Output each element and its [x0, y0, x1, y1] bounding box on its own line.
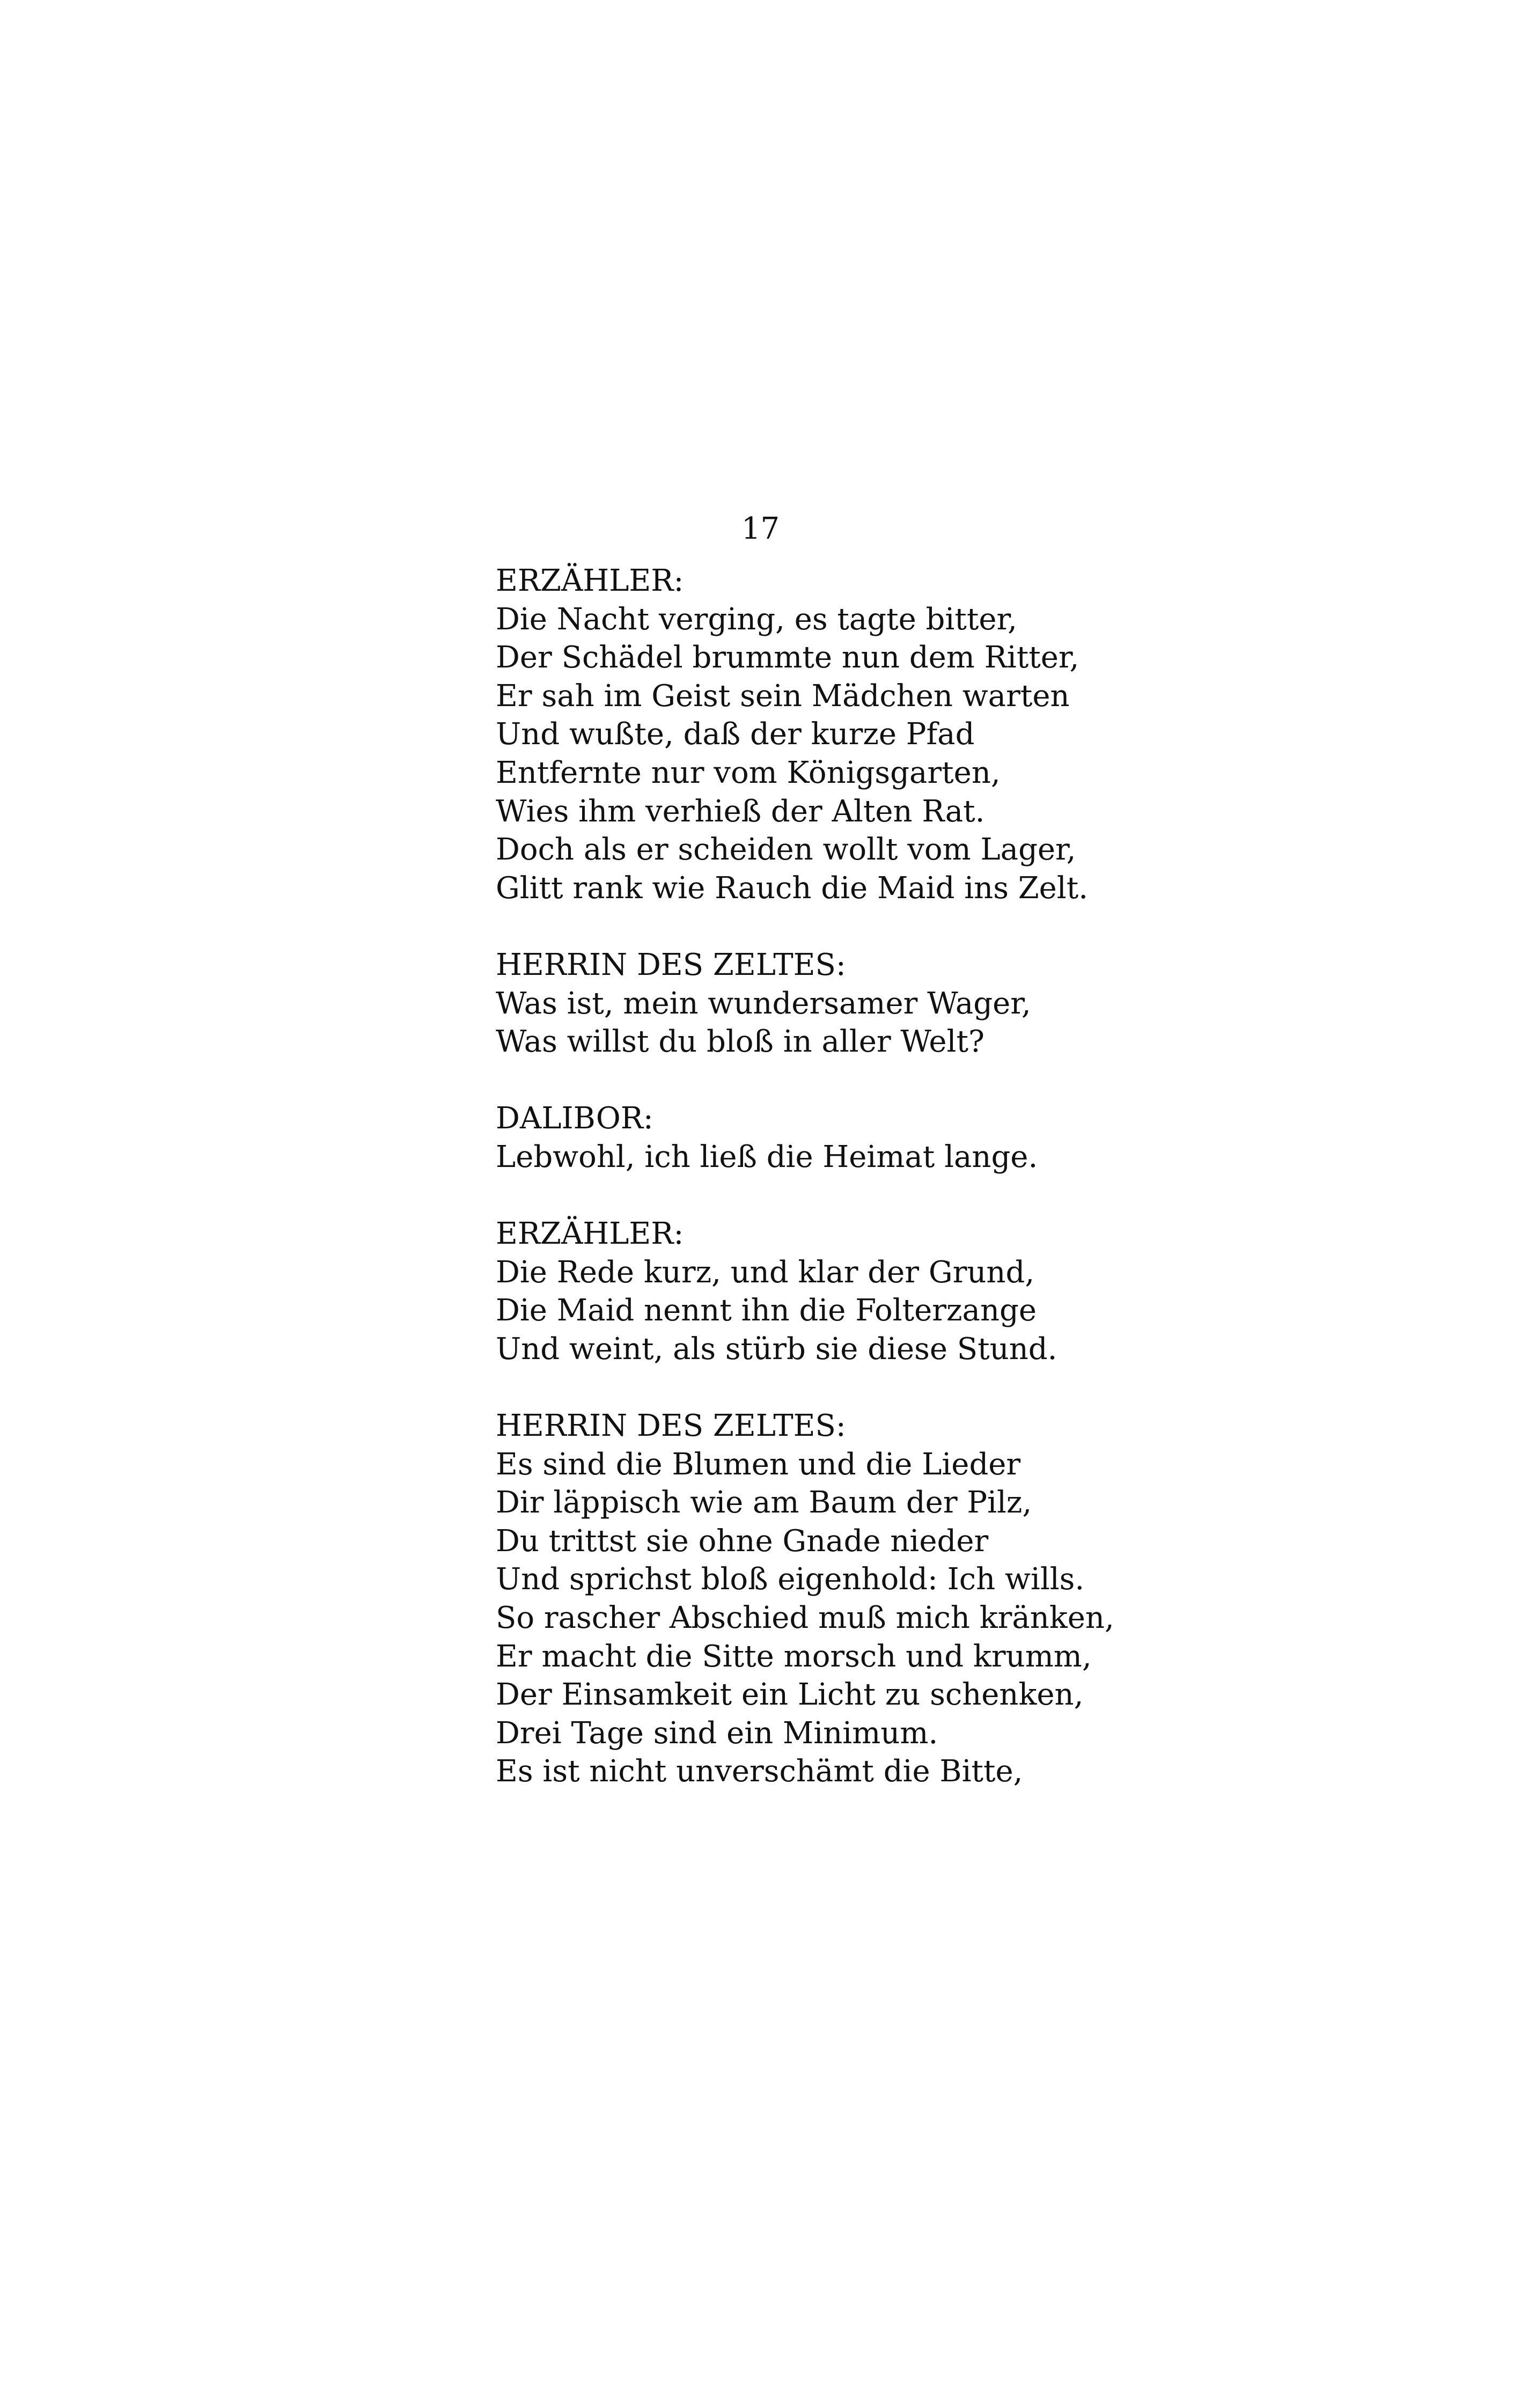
- speaker-label: ERZÄHLER:: [496, 563, 684, 598]
- section-erzaehler-2: [496, 1215, 1247, 1368]
- speaker-label: HERRIN DES ZELTES:: [496, 1408, 846, 1444]
- verse-line: Es sind die Blumen und die Lieder: [496, 1447, 1021, 1482]
- section-herrin-2: [496, 1407, 1247, 1791]
- speaker-label: ERZÄHLER:: [496, 1216, 684, 1252]
- verse-line: Er macht die Sitte morsch und krumm,: [496, 1639, 1092, 1674]
- verse-text: [496, 562, 1247, 1830]
- verse-line: Du trittst sie ohne Gnade nieder: [496, 1523, 989, 1559]
- verse-line: Der Einsamkeit ein Licht zu schenken,: [496, 1677, 1084, 1713]
- section-erzaehler-1: [496, 562, 1247, 907]
- verse-line: Entfernte nur vom Königsgarten,: [496, 755, 1001, 790]
- verse-line: Doch als er scheiden wollt vom Lager,: [496, 832, 1076, 868]
- page-number: 17: [741, 511, 780, 546]
- verse-line: Wies ihm verhieß der Alten Rat.: [496, 794, 985, 829]
- verse-line: Er sah im Geist sein Mädchen warten: [496, 678, 1070, 714]
- verse-line: Und weint, als stürb sie diese Stund.: [496, 1331, 1057, 1367]
- verse-line: Es ist nicht unverschämt die Bitte,: [496, 1754, 1023, 1789]
- speaker-label: DALIBOR:: [496, 1101, 653, 1136]
- verse-line: Lebwohl, ich ließ die Heimat lange.: [496, 1139, 1038, 1174]
- speaker-label: HERRIN DES ZELTES:: [496, 947, 846, 982]
- verse-line: Dir läppisch wie am Baum der Pilz,: [496, 1485, 1032, 1521]
- verse-line: Glitt rank wie Rauch die Maid ins Zelt.: [496, 870, 1089, 906]
- verse-line: Die Nacht verging, es tagte bitter,: [496, 601, 1017, 637]
- verse-line: Die Rede kurz, und klar der Grund,: [496, 1254, 1035, 1290]
- section-dalibor: [496, 1099, 1247, 1176]
- verse-line: Der Schädel brummte nun dem Ritter,: [496, 640, 1079, 676]
- verse-line: Und sprichst bloß eigenhold: Ich wills.: [496, 1562, 1085, 1597]
- verse-line: Was ist, mein wundersamer Wager,: [496, 986, 1031, 1021]
- verse-line: So rascher Abschied muß mich kränken,: [496, 1601, 1114, 1636]
- verse-line: Was willst du bloß in aller Welt?: [496, 1024, 984, 1060]
- verse-line: Drei Tage sind ein Minimum.: [496, 1715, 938, 1751]
- verse-line: Die Maid nennt ihn die Folterzange: [496, 1293, 1037, 1328]
- verse-line: Und wußte, daß der kurze Pfad: [496, 717, 975, 752]
- section-herrin-1: [496, 946, 1247, 1061]
